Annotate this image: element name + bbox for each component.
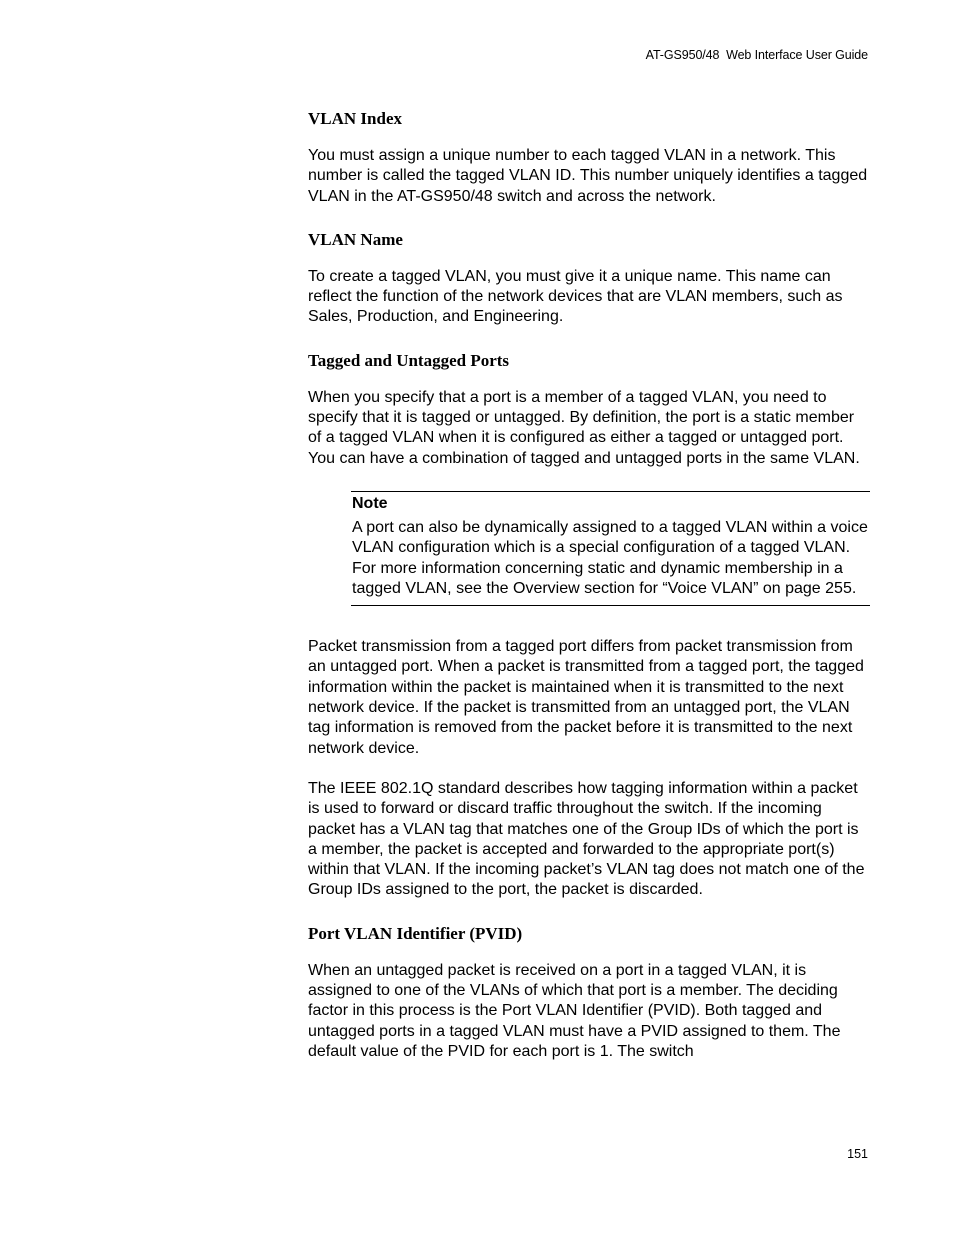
- body-paragraph: The IEEE 802.1Q standard describes how tagging information within a packet is used to forward or discard traffic throughout the switch. If the incoming packet has a VLAN tag that matches one of the Group IDs of which the port is a member, the packet is accepted and forwarded to the appropriate port(s) within that VLAN. If the incoming packet’s VLAN tag does not match one of the Group IDs assigned to the port, the packet is discarded.: [308, 779, 865, 899]
- body-paragraph: Packet transmission from a tagged port differs from packet transmission from an untagged port. When a packet is transmitted from a tagged port, the tagged information within the packet is maintained when it is transmitted to the next network device. If the packet is transmitted from an untagged port, the VLAN tag information is removed from the packet before it is transmitted to the next network device.: [308, 638, 864, 757]
- page-content: [308, 108, 870, 1082]
- running-header: AT-GS950/48 Web Interface User Guide: [645, 48, 868, 62]
- page-number: 151: [847, 1147, 868, 1161]
- section-heading: VLAN Name: [308, 229, 403, 249]
- section-pvid: [308, 923, 870, 1062]
- section-heading: Tagged and Untagged Ports: [308, 350, 510, 370]
- section-heading: VLAN Index: [308, 109, 402, 128]
- body-paragraph: When you specify that a port is a member of a tagged VLAN, you need to specify that it is tagged or untagged. By definition, the port is a static member of a tagged VLAN when it is configured as either a tagged or untagged port. You can have a combination of tagged and untagged ports in the same VLAN.: [308, 388, 860, 467]
- body-paragraph: To create a tagged VLAN, you must give it a unique name. This name can reflect the function of the network devices that are VLAN members, such as Sales, Production, and Engineering.: [308, 267, 843, 326]
- body-paragraph: When an untagged packet is received on a port in a tagged VLAN, it is assigned to one of the VLANs of which that port is a member. The deciding factor in this process is the Port VLAN Identifier (PVID). Both tagged and untagged ports in a tagged VLAN must have a PVID assigned to them. The default value of the PVID for each port is 1. The switch: [308, 961, 841, 1060]
- body-paragraph: You must assign a unique number to each tagged VLAN in a network. This number is called the tagged VLAN ID. This number uniquely identifies a tagged VLAN in the AT-GS950/48 switch and across the network.: [308, 147, 868, 205]
- note-box: [351, 491, 870, 606]
- note-title: Note: [352, 494, 388, 512]
- note-body: A port can also be dynamically assigned to a tagged VLAN within a voice VLAN configuration which is a special configuration of a tagged VLAN. For more information concerning static and dynamic membership in a tagged VLAN, see the Overview section for “Voice VLAN” on page 255.: [352, 518, 868, 597]
- section-vlan-name: [308, 229, 870, 328]
- section-heading: Port VLAN Identifier (PVID): [308, 923, 523, 943]
- section-vlan-index: [308, 108, 870, 207]
- section-tagged-untagged-ports: [308, 350, 870, 901]
